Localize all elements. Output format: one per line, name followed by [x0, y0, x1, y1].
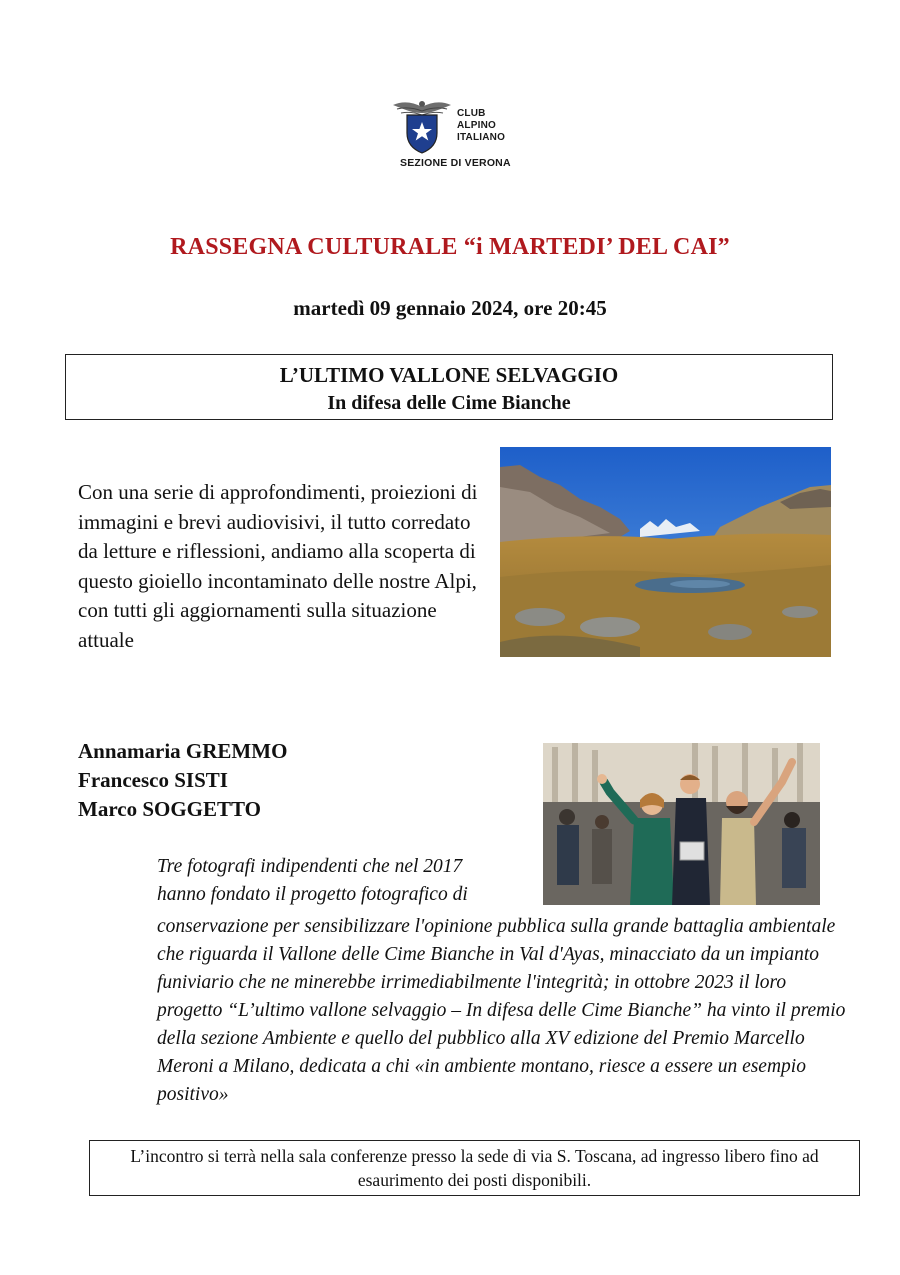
event-subtitle: In difesa delle Cime Bianche: [327, 392, 571, 414]
event-title-box: [65, 354, 833, 420]
bio-paragraph-continued: conservazione per sensibilizzare l'opinione pubblica sulla grande battaglia ambientale che riguarda il Vallone delle Cime Bianche in Val d'Ayas, minacciato da un impianto funiviario che ne minerebbe irrimediabilmente l'integrità; in ottobre 2023 il loro progetto “L’ultimo vallone selvaggio – In difesa delle Cime Bianche” ha vinto il premio della sezione Ambiente e quello del pubblico alla XV edizione del Premio Marcello Meroni a Milano, dedicata a chi «in ambiente montano, riesce a essere un esempio positivo»: [157, 916, 846, 1105]
speaker-name: Annamaria GREMMO: [78, 739, 288, 763]
speakers-photo: [542, 742, 821, 906]
speakers-list: [78, 737, 287, 824]
mountain-valley-photo: [500, 447, 831, 657]
venue-notice-box: L’incontro si terrà nella sala conferenze presso la sede di via S. Toscana, ad ingresso libero fino ad esaurimento dei posti disponibili.: [89, 1140, 860, 1196]
speaker-name: Francesco SISTI: [78, 768, 228, 792]
logo-line-italiano: ITALIANO: [457, 132, 506, 143]
cai-logo-emblem: [391, 97, 453, 155]
event-date: martedì 09 gennaio 2024, ore 20:45: [293, 296, 607, 320]
page-title: RASSEGNA CULTURALE “i MARTEDI’ DEL CAI”: [170, 234, 730, 260]
intro-paragraph: Con una serie di approfondimenti, proiezioni di immagini e brevi audiovisivi, il tutto corredato da letture e riflessioni, andiamo alla scoperta di questo gioiello incontaminato delle nostre Alpi, con tutti gli aggiornamenti sulla situazione attuale: [78, 480, 478, 652]
event-title: L’ULTIMO VALLONE SELVAGGIO: [279, 363, 619, 387]
logo-line-alpino: ALPINO: [457, 120, 496, 131]
logo-wordmark: [457, 108, 505, 144]
logo-section-label: SEZIONE DI VERONA: [400, 157, 511, 169]
speaker-name: Marco SOGGETTO: [78, 797, 261, 821]
logo-line-club: CLUB: [457, 108, 486, 119]
bio-paragraph-start: Tre fotografi indipendenti che nel 2017 hanno fondato il progetto fotografico di: [157, 856, 468, 905]
